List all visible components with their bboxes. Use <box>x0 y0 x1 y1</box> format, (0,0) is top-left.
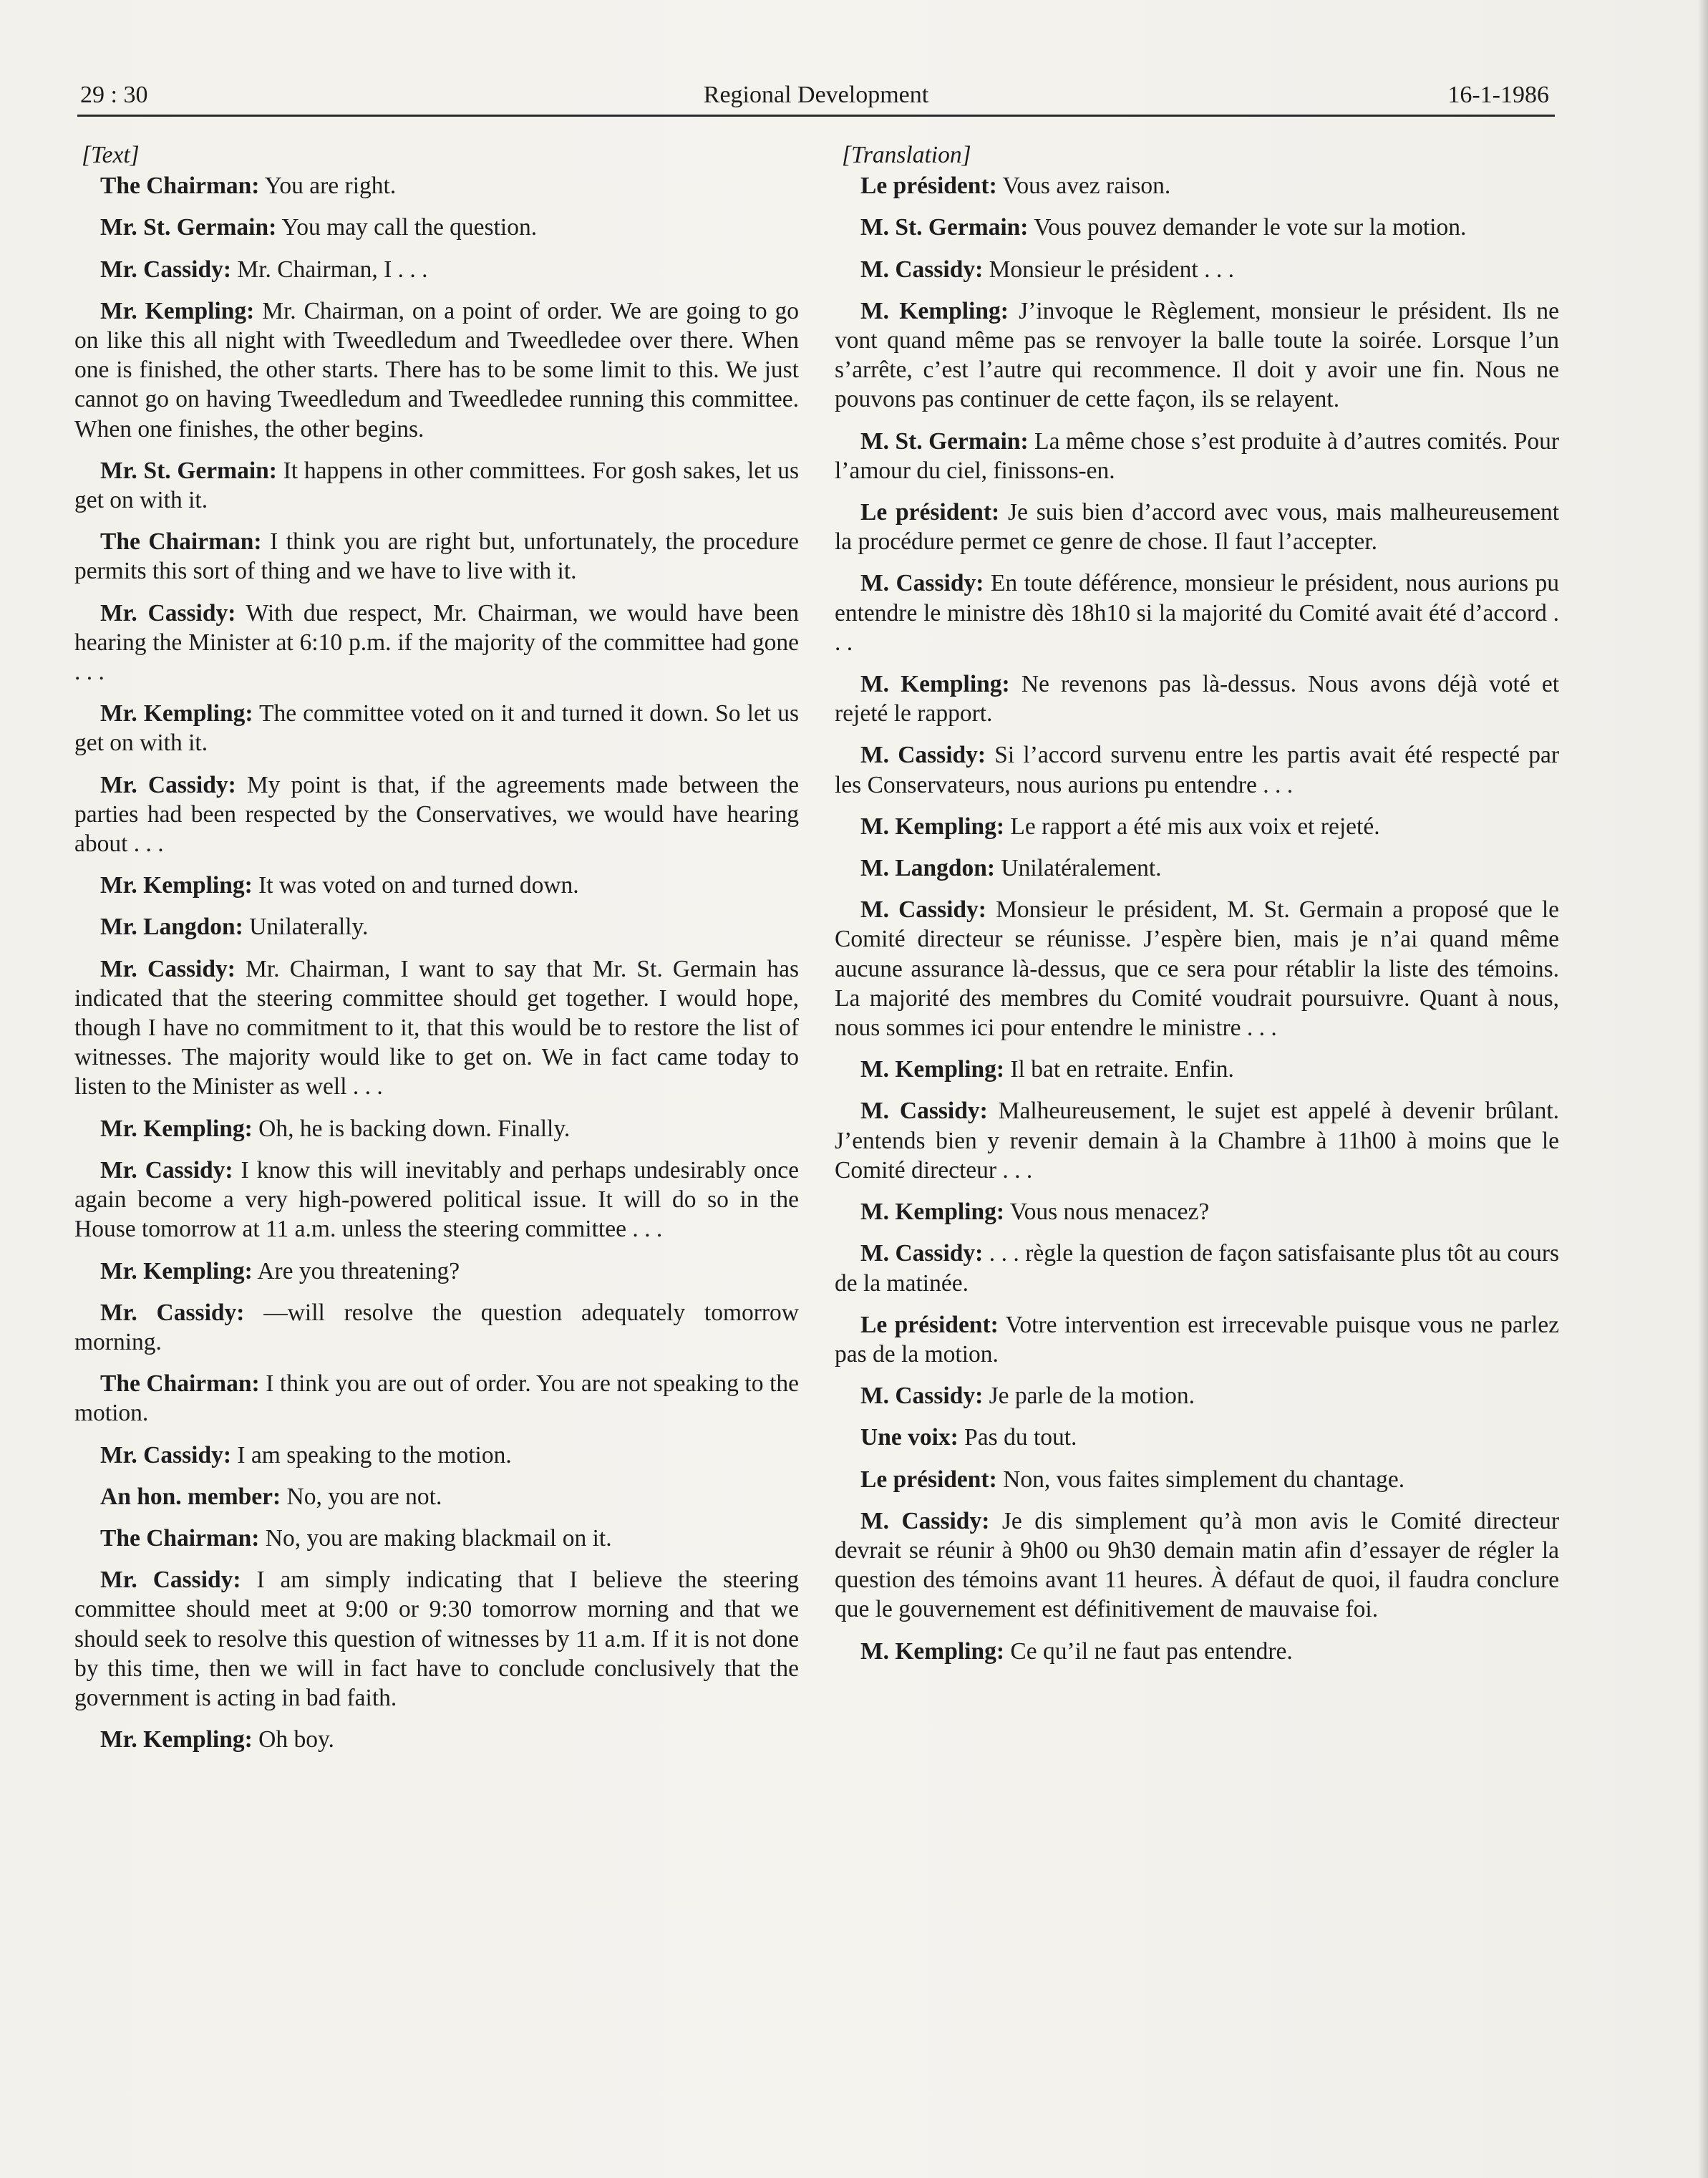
speech-text: Oh, he is backing down. Finally. <box>258 1115 571 1142</box>
speaker-name: Mr. Kempling: <box>100 872 253 899</box>
speech-text: Si l’accord survenu entre les partis avait été respecté par les Conservateurs, nous aurions pu entendre . . . <box>835 742 1560 798</box>
speaker-name: Le président: <box>860 1311 999 1338</box>
speech-text: I know this will inevitably and perhaps undesirably once again become a very high-powered political issue. It will do so in the House tomorrow at 11 a.m. unless the steering committee . . . <box>74 1156 800 1243</box>
transcript-entry <box>835 255 1559 284</box>
speech-text: La même chose s’est produite à d’autres comités. Pour l’amour du ciel, finissons-en. <box>835 427 1559 484</box>
speaker-name: Mr. Cassidy: <box>100 955 236 982</box>
speech-text: No, you are making blackmail on it. <box>265 1524 612 1552</box>
speaker-name: M. Cassidy: <box>860 742 986 769</box>
transcript-entry <box>74 171 799 200</box>
speech-text: No, you are not. <box>286 1483 442 1510</box>
transcript-entry <box>835 1423 1559 1452</box>
speaker-name: The Chairman: <box>100 1524 260 1552</box>
speaker-name: M. St. Germain: <box>860 427 1029 455</box>
speaker-name: M. Cassidy: <box>860 1507 990 1534</box>
speaker-name: M. Langdon: <box>860 855 996 882</box>
speaker-name: Mr. Cassidy: <box>100 256 232 283</box>
speech-text: I am simply indicating that I believe the steering committee should meet at 9:00 or 9:30 tomorrow morning and that we should seek to resolve this question of witnesses by 11 a.m. If it is not done by this time, then we will in fact have to conclude conclusively that the government is acting in bad faith. <box>74 1567 800 1711</box>
transcript-entry <box>835 171 1559 200</box>
speech-text: I am speaking to the motion. <box>237 1441 512 1468</box>
transcript-entry <box>74 1565 799 1713</box>
transcript-entry <box>835 1096 1559 1185</box>
speaker-name: Mr. Kempling: <box>100 1115 253 1142</box>
transcript-entry <box>835 1197 1559 1226</box>
speaker-name: Mr. Cassidy: <box>100 771 236 798</box>
speech-text: You are right. <box>264 173 397 200</box>
transcript-entry <box>835 1465 1559 1494</box>
transcript-entry <box>74 1725 799 1754</box>
transcript-entry <box>835 669 1559 728</box>
speech-text: Je suis bien d’accord avec vous, mais malheureusement la procédure permet ce genre de chose. Il faut l’accepter. <box>835 499 1560 556</box>
speech-text: Vous nous menacez? <box>1009 1199 1210 1226</box>
page-number: 29 : 30 <box>80 82 148 108</box>
transcript-entry <box>835 812 1559 841</box>
speaker-name: Mr. St. Germain: <box>100 214 277 241</box>
transcript-entry <box>74 1441 799 1470</box>
speaker-name: Mr. Kempling: <box>100 1257 253 1284</box>
transcript-entry <box>74 599 799 687</box>
transcript-entry <box>835 1381 1559 1410</box>
speaker-name: Le président: <box>860 1466 997 1493</box>
speaker-name: Mr. Cassidy: <box>100 1156 233 1184</box>
speaker-name: M. Cassidy: <box>860 1098 988 1125</box>
transcript-entry <box>835 498 1559 556</box>
speech-text: Le rapport a été mis aux voix et rejeté. <box>1010 813 1380 840</box>
speech-text: Unilatéralement. <box>1001 855 1162 882</box>
speech-text: Votre intervention est irrecevable puisque vous ne parlez pas de la motion. <box>835 1311 1559 1368</box>
transcript-entry <box>74 770 799 859</box>
transcript-entry <box>74 1156 799 1244</box>
speech-text: Oh boy. <box>258 1726 334 1753</box>
transcript-entry <box>74 1114 799 1143</box>
language-label: [Translation] <box>842 142 971 168</box>
transcript-entry <box>835 740 1559 799</box>
transcript-entry <box>74 1257 799 1286</box>
speaker-name: M. Kempling: <box>860 297 1009 324</box>
transcript-entry <box>835 895 1559 1042</box>
transcript-entry <box>835 213 1559 242</box>
speech-text: Vous avez raison. <box>1002 173 1171 200</box>
speech-text: Je parle de la motion. <box>989 1383 1195 1410</box>
speech-text: . . . règle la question de façon satisfaisante plus tôt au cours de la matinée. <box>835 1240 1560 1297</box>
speech-text: Mr. Chairman, I want to say that Mr. St. Germain has indicated that the steering committee should get together. I would hope, though I have no commitment to it, that this would be to restore the list of witnesses. The majority would like to get on. We in fact came today to listen to the Minister as well . . . <box>74 955 799 1100</box>
speech-text: Pas du tout. <box>964 1424 1077 1451</box>
speech-text: Mr. Chairman, I . . . <box>237 256 428 283</box>
speech-text: Vous pouvez demander le vote sur la motion. <box>1034 214 1467 241</box>
speaker-name: The Chairman: <box>100 528 262 556</box>
french-column <box>835 140 1559 1678</box>
speech-text: With due respect, Mr. Chairman, we would have been hearing the Minister at 6:10 p.m. if the majority of the committee had gone . . . <box>74 599 799 686</box>
speaker-name: Mr. Langdon: <box>100 914 243 941</box>
speech-text: I think you are right but, unfortunately, the procedure permits this sort of thing and we have to live with it. <box>74 528 799 585</box>
transcript-entry <box>835 296 1559 415</box>
speaker-name: Le président: <box>860 499 1000 526</box>
transcript-entry <box>74 456 799 515</box>
transcript-entry <box>74 1482 799 1511</box>
speaker-name: M. Kempling: <box>860 1199 1004 1226</box>
speaker-name: Mr. Kempling: <box>100 700 253 727</box>
transcript-entry <box>835 1506 1559 1625</box>
transcript-entry <box>835 853 1559 883</box>
transcript-entry <box>74 1298 799 1357</box>
speech-text: It happens in other committees. For gosh sakes, let us get on with it. <box>74 457 800 514</box>
speech-text: —will resolve the question adequately tomorrow morning. <box>74 1299 800 1355</box>
transcript-entry <box>835 1637 1559 1666</box>
language-label: [Text] <box>82 142 140 168</box>
page-header <box>77 72 1555 117</box>
transcript-entry <box>74 213 799 242</box>
speaker-name: The Chairman: <box>100 1370 260 1398</box>
transcript-entry <box>74 296 799 444</box>
transcript-entry <box>835 427 1559 485</box>
english-column <box>74 140 799 1766</box>
speaker-name: M. Cassidy: <box>860 896 986 924</box>
speech-text: J’invoque le Règlement, monsieur le président. Ils ne vont quand même pas se renvoyer la balle toute la soirée. Lorsque l’un s’arrête, c’est l’autre qui recommence. Il doit y avoir une fin. Nous ne pouvons pas continuer de cette façon, ils se relayent. <box>835 297 1560 413</box>
speech-text: En toute déférence, monsieur le président, nous aurions pu entendre le ministre dès 18h10 si la majorité du Comité avait été d’accord . . . <box>835 570 1560 656</box>
speech-text: My point is that, if the agreements made between the parties had been respected by the Conservatives, we would have hearing about . . . <box>74 771 800 858</box>
speech-text: Monsieur le président . . . <box>989 256 1234 283</box>
speaker-name: Le président: <box>860 173 997 200</box>
speaker-name: M. St. Germain: <box>860 214 1029 241</box>
transcript-entry <box>835 1055 1559 1084</box>
speaker-name: Mr. Kempling: <box>100 297 255 324</box>
speaker-name: Mr. Cassidy: <box>100 1567 241 1594</box>
speaker-name: M. Cassidy: <box>860 1383 984 1410</box>
speech-text: Je dis simplement qu’à mon avis le Comité directeur devrait se réunir à 9h00 ou 9h30 demain matin afin d’essayer de régler la question des témoins avant 11 heures. À défaut de quoi, il faudra conclure que le gouvernement est définitivement de mauvaise foi. <box>835 1507 1560 1623</box>
running-title: Regional Development <box>703 82 929 108</box>
speaker-name: M. Cassidy: <box>860 1240 984 1267</box>
speaker-name: The Chairman: <box>100 173 260 200</box>
transcript-entry <box>74 1369 799 1428</box>
transcript-entry <box>74 912 799 942</box>
speaker-name: M. Kempling: <box>860 671 1010 698</box>
transcript-entry <box>74 954 799 1102</box>
speaker-name: An hon. member: <box>100 1483 281 1510</box>
speech-text: Non, vous faites simplement du chantage. <box>1003 1466 1405 1493</box>
speech-text: You may call the question. <box>281 214 538 241</box>
speech-text: Il bat en retraite. Enfin. <box>1010 1056 1234 1083</box>
speaker-name: Mr. Cassidy: <box>100 1441 232 1468</box>
speaker-name: Mr. Cassidy: <box>100 1299 245 1326</box>
speaker-name: M. Cassidy: <box>860 256 984 283</box>
speech-text: Are you threatening? <box>257 1257 460 1284</box>
transcript-entry <box>835 1239 1559 1297</box>
speech-text: Unilaterally. <box>249 914 369 941</box>
speaker-name: M. Kempling: <box>860 1637 1004 1665</box>
transcript-entry <box>835 568 1559 657</box>
speech-text: Ce qu’il ne faut pas entendre. <box>1010 1637 1293 1665</box>
speech-text: Malheureusement, le sujet est appelé à devenir brûlant. J’entends bien y revenir demain à la Chambre à 11h00 à moins que le Comité directeur . . . <box>835 1098 1560 1184</box>
transcript-entry <box>74 255 799 284</box>
speaker-name: M. Cassidy: <box>860 570 984 597</box>
page-date: 16-1-1986 <box>1447 82 1549 108</box>
speaker-name: Mr. Kempling: <box>100 1726 253 1753</box>
speaker-name: Mr. St. Germain: <box>100 457 277 484</box>
transcript-entry <box>74 527 799 586</box>
speaker-name: M. Kempling: <box>860 813 1004 840</box>
transcript-entry <box>74 699 799 758</box>
speaker-name: Une voix: <box>860 1424 959 1451</box>
speech-text: Mr. Chairman, on a point of order. We are going to go on like this all night with Tweedledum and Tweedledee over there. When one is finished, the other starts. There has to be some limit to this. We just cannot go on having Tweedledum and Tweedledee running this committee. When one finishes, the other begins. <box>74 297 799 442</box>
transcript-entry <box>74 871 799 900</box>
transcript-entry <box>835 1310 1559 1369</box>
speaker-name: Mr. Cassidy: <box>100 599 236 626</box>
speaker-name: M. Kempling: <box>860 1056 1004 1083</box>
page-edge-shadow <box>1698 0 1708 2178</box>
speech-text: The committee voted on it and turned it down. So let us get on with it. <box>74 700 799 757</box>
speech-text: Monsieur le président, M. St. Germain a proposé que le Comité directeur se réunisse. J’espère bien, mais je n’ai quand même aucune assurance là-dessus, que ce sera pour rétablir la liste des témoins. La majorité des membres du Comité voudrait poursuivre. Quant à nous, nous sommes ici pour entendre le ministre . . . <box>835 896 1560 1042</box>
speech-text: It was voted on and turned down. <box>258 872 579 899</box>
transcript-entry <box>74 1524 799 1553</box>
speech-text: Ne revenons pas là-dessus. Nous avons déjà voté et rejeté le rapport. <box>835 671 1560 727</box>
speech-text: I think you are out of order. You are not speaking to the motion. <box>74 1370 799 1427</box>
